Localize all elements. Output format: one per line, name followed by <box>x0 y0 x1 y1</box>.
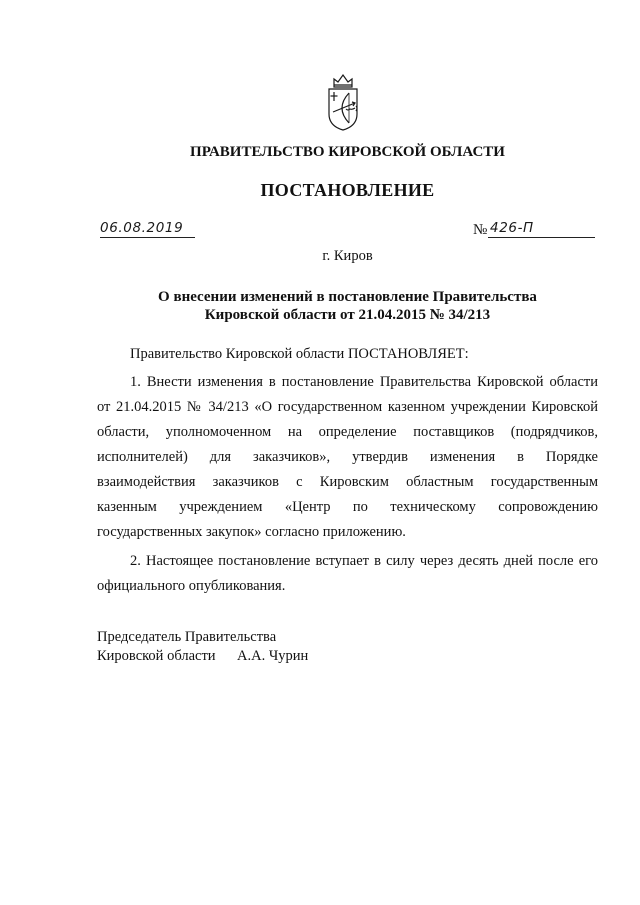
number-sign: № <box>473 222 488 238</box>
date-handwritten: 06.08.2019 <box>100 220 184 236</box>
paragraph-1-line: взаимодействия заказчиков с Кировским областным государственным <box>97 474 598 490</box>
document-title <box>97 288 598 324</box>
title-line: О внесении изменений в постановление Правительства <box>158 289 537 305</box>
signatory-region: Кировской области <box>97 648 216 664</box>
paragraph-1-line: государственных закупок» согласно приложению. <box>97 524 406 540</box>
paragraph-1-line: казенным учреждением «Центр по техническому сопровождению <box>97 499 598 515</box>
document-number <box>488 219 595 238</box>
number-handwritten: 426-П <box>490 220 534 236</box>
title-line: Кировской области от 21.04.2015 № 34/213 <box>204 307 491 323</box>
signatory-name: А.А. Чурин <box>237 648 309 664</box>
paragraph-2-line: официального опубликования. <box>97 578 286 594</box>
coat-of-arms-icon <box>322 72 364 132</box>
city: г. Киров <box>322 248 373 264</box>
paragraph-1-line: области, уполномоченном на определение поставщиков (подрядчиков, <box>97 424 598 440</box>
signatory-position: Председатель Правительства <box>97 629 277 645</box>
paragraph-2 <box>97 549 598 599</box>
paragraph-1-line: исполнителей) для заказчиков», утвердив изменения в Порядке <box>97 449 598 465</box>
paragraph-1-line: 1. Внести изменения в постановление Правительства Кировской области <box>130 374 598 390</box>
paragraph-1 <box>97 370 598 545</box>
lead-sentence: Правительство Кировской области ПОСТАНОВЛЯЕТ: <box>130 346 469 362</box>
document-date <box>100 219 195 238</box>
document-type-heading: ПОСТАНОВЛЕНИЕ <box>260 180 435 200</box>
paragraph-2-line: 2. Настоящее постановление вступает в силу через десять дней после его <box>130 553 598 569</box>
government-heading: ПРАВИТЕЛЬСТВО КИРОВСКОЙ ОБЛАСТИ <box>190 144 505 160</box>
paragraph-1-line: от 21.04.2015 № 34/213 «О государственном казенном учреждении Кировской <box>97 399 598 415</box>
signature-block <box>97 628 598 666</box>
